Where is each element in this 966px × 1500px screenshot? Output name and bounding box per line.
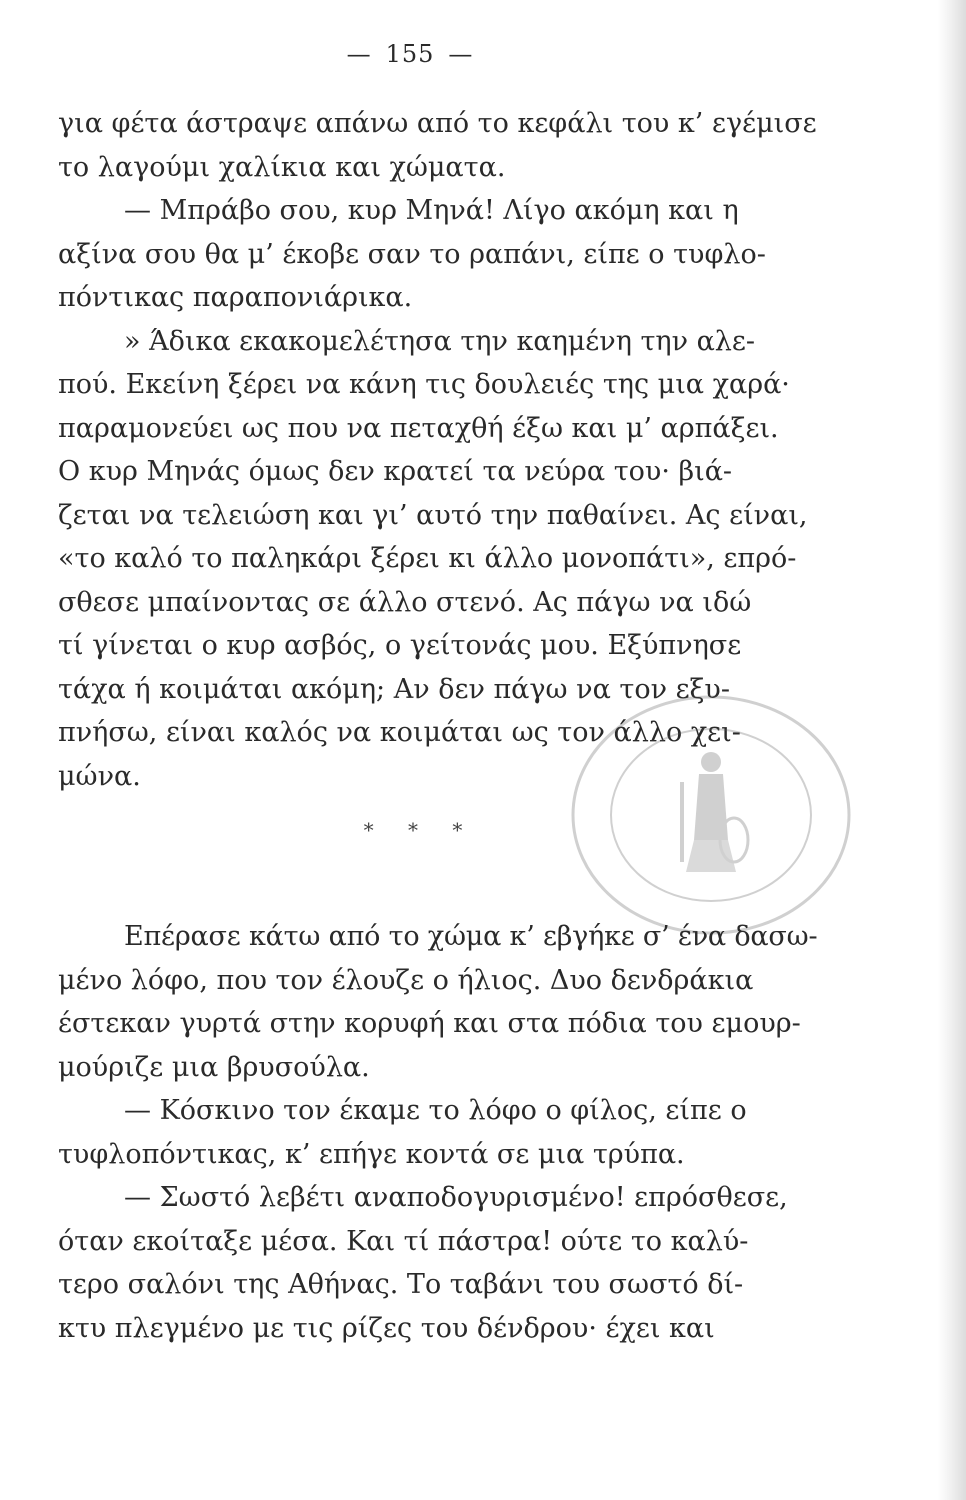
text-line: πόντικας παραπονιάρικα. bbox=[58, 282, 413, 313]
text-line: τυφλοπόντικας, κ’ επήγε κοντά σε μια τρύπα. bbox=[58, 1138, 685, 1170]
page-number-dash-right: — bbox=[448, 40, 474, 68]
text-line: για φέτα άστραψε απάνω από το κεφάλι του κ’ εγέμισε bbox=[58, 108, 817, 139]
text-line: όταν εκοίταξε μέσα. Και τί πάστρα! ούτε το καλύ- bbox=[58, 1225, 749, 1257]
page-edge-shadow bbox=[938, 0, 966, 1500]
library-stamp bbox=[566, 690, 856, 940]
page-number: 155 bbox=[385, 40, 435, 68]
text-line: — Κόσκινο τον έκαμε το λόφο ο φίλος, είπε ο bbox=[124, 1095, 747, 1126]
text-line: σθεσε μπαίνοντας σε άλλο στενό. Ας πάγω να ιδώ bbox=[58, 586, 752, 618]
text-line: «το καλό το παληκάρι ξέρει κι άλλο μονοπάτι», επρό- bbox=[58, 543, 797, 574]
text-line: πνήσω, είναι καλός να κοιμάται ως τον άλλο χει- bbox=[58, 717, 741, 748]
text-line: πού. Εκείνη ξέρει να κάνη τις δουλειές της μια χαρά· bbox=[58, 369, 790, 400]
page-number-dash-left: — bbox=[346, 40, 372, 68]
text-line: » Άδικα εκακομελέτησα την καημένη την αλε- bbox=[124, 325, 756, 357]
text-line: τάχα ή κοιμάται ακόμη; Αν δεν πάγω να τον εξυ- bbox=[58, 673, 730, 705]
page-number-header bbox=[0, 40, 820, 68]
lower-text-block bbox=[58, 915, 820, 1350]
text-line: Ο κυρ Μηνάς όμως δεν κρατεί τα νεύρα του· βιά- bbox=[58, 456, 733, 487]
text-line: έστεκαν γυρτά στην κορυφή και στα πόδια του εμουρ- bbox=[58, 1008, 801, 1039]
text-line: ζεται να τελειώση και γι’ αυτό την παθαίνει. Ας είναι, bbox=[58, 499, 808, 531]
text-line: Επέρασε κάτω από το χώμα κ’ εβγήκε σ’ ένα δασω- bbox=[124, 921, 818, 952]
text-line: μώνα. bbox=[58, 760, 141, 792]
text-line: μένο λόφο, που τον έλουζε ο ήλιος. Δυο δενδράκια bbox=[58, 964, 754, 996]
text-line: τερο σαλόνι της Αθήνας. Το ταβάνι του σωστό δί- bbox=[58, 1269, 744, 1300]
text-line: το λαγούμι χαλίκια και χώματα. bbox=[58, 151, 506, 183]
text-line: — Μπράβο σου, κυρ Μηνά! Λίγο ακόμη και η bbox=[124, 195, 739, 226]
text-line: κτυ πλεγμένο με τις ρίζες του δένδρου· έχει και bbox=[58, 1312, 715, 1344]
text-line: — Σωστό λεβέτι αναποδογυρισμένο! επρόσθεσε, bbox=[124, 1182, 788, 1213]
text-line: αξίνα σου θα μ’ έκοβε σαν το ραπάνι, είπε ο τυφλο- bbox=[58, 238, 766, 270]
text-line: τί γίνεται ο κυρ ασβός, ο γείτονάς μου. Εξύπνησε bbox=[58, 630, 742, 661]
section-separator: * * * bbox=[363, 818, 477, 842]
text-line: μούριζε μια βρυσούλα. bbox=[58, 1051, 370, 1083]
stamp-figure bbox=[680, 752, 748, 872]
text-line: παραμονεύει ως που να πεταχθή έξω και μ’ αρπάξει. bbox=[58, 412, 779, 444]
